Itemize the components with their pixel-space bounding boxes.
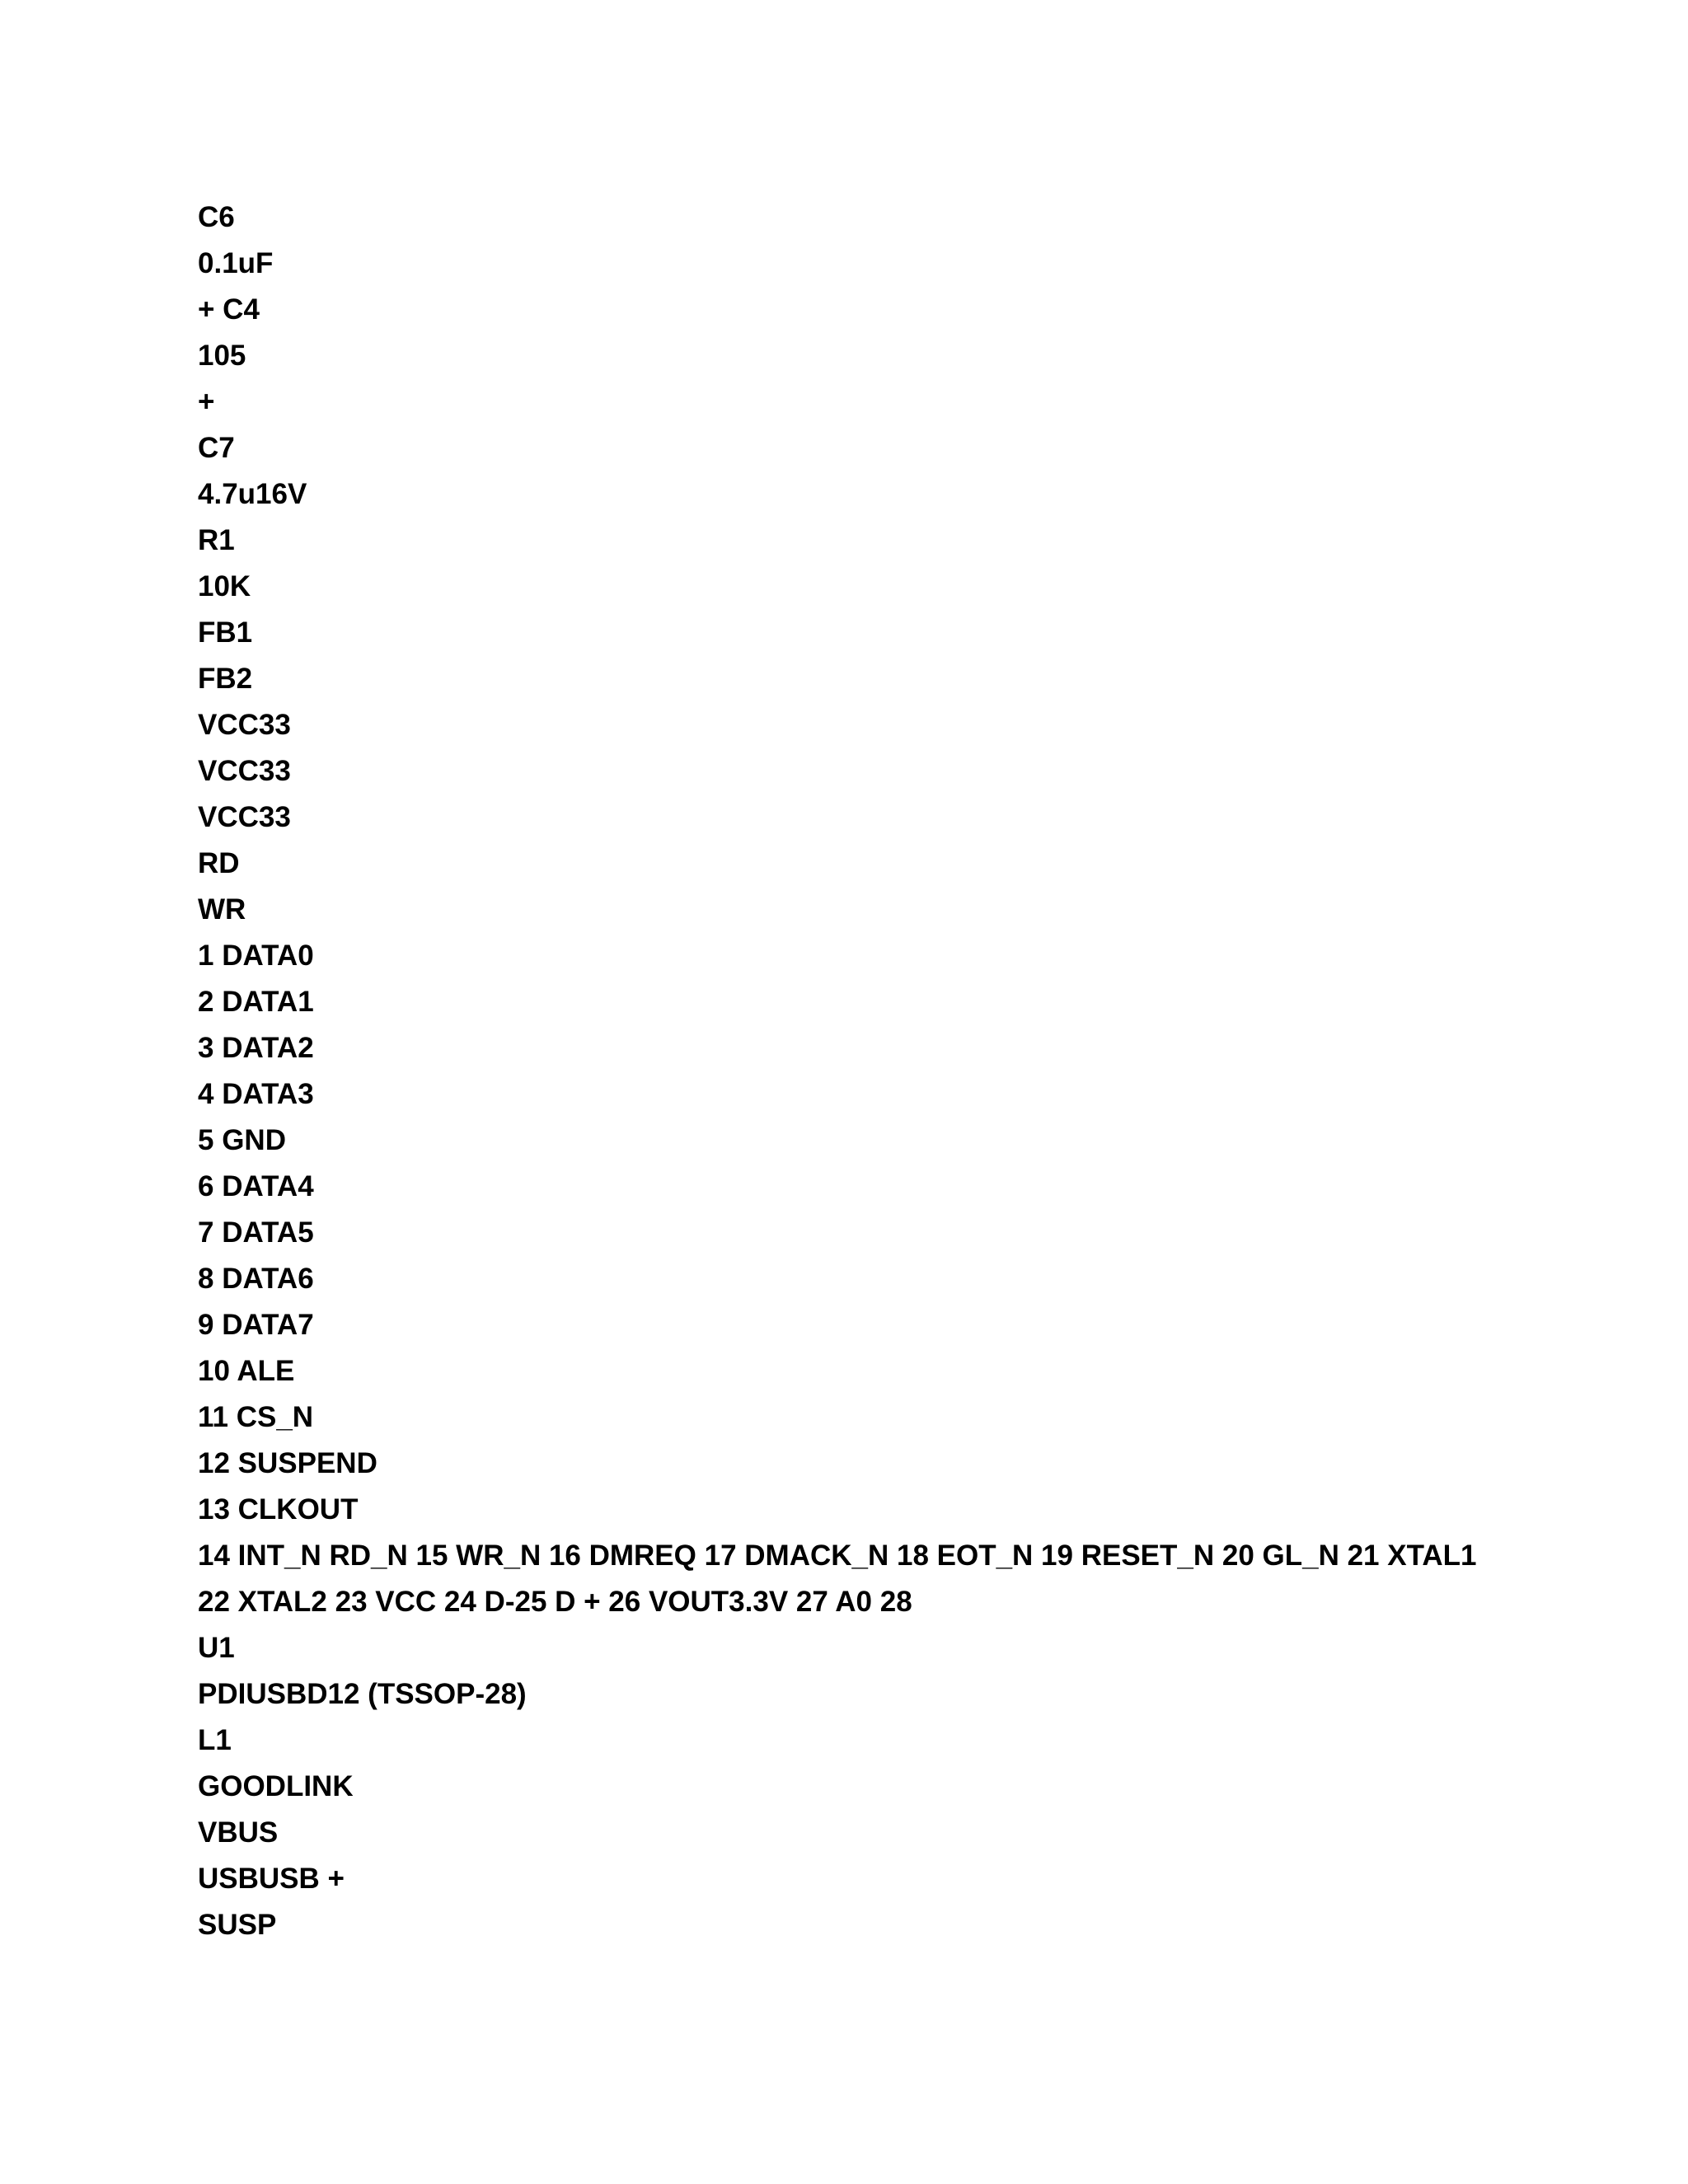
text-line: 105	[198, 340, 246, 372]
text-line: RD	[198, 847, 240, 879]
text-line: C6	[198, 201, 235, 233]
text-line: 4 DATA3	[198, 1078, 314, 1110]
text-line: 0.1uF	[198, 247, 274, 279]
text-line: 11 CS_N	[198, 1401, 314, 1433]
text-line: GOODLINK	[198, 1770, 354, 1802]
text-line: SUSP	[198, 1909, 277, 1941]
text-line: R1	[198, 524, 235, 556]
text-line: VCC33	[198, 755, 291, 787]
text-line: 5 GND	[198, 1124, 286, 1156]
text-line: 3 DATA2	[198, 1032, 314, 1064]
text-line: 4.7u16V	[198, 478, 307, 510]
text-line: + C4	[198, 293, 260, 326]
text-line: 22 XTAL2 23 VCC 24 D-25 D + 26 VOUT3.3V 27 A0 28	[198, 1586, 912, 1618]
schematic-label-list	[198, 194, 1599, 1948]
text-line: 13 CLKOUT	[198, 1493, 359, 1526]
text-line: L1	[198, 1724, 232, 1756]
text-line: 14 INT_N RD_N 15 WR_N 16 DMREQ 17 DMACK_N 18 EOT_N 19 RESET_N 20 GL_N 21 XTAL1	[198, 1540, 1477, 1572]
text-line: 6 DATA4	[198, 1170, 314, 1202]
text-line: C7	[198, 432, 235, 464]
text-line: 8 DATA6	[198, 1263, 314, 1295]
text-line: 12 SUSPEND	[198, 1447, 377, 1479]
text-line: USBUSB +	[198, 1863, 345, 1895]
text-line: WR	[198, 893, 246, 926]
text-line: PDIUSBD12 (TSSOP-28)	[198, 1678, 527, 1710]
text-line: 7 DATA5	[198, 1216, 314, 1249]
text-line: U1	[198, 1632, 235, 1664]
text-line: VCC33	[198, 801, 291, 833]
text-line: +	[198, 386, 215, 418]
text-line: VCC33	[198, 709, 291, 741]
text-line: 10K	[198, 570, 251, 602]
text-line: 10 ALE	[198, 1355, 295, 1387]
text-line: FB1	[198, 616, 253, 649]
text-line: 9 DATA7	[198, 1309, 314, 1341]
text-line: 2 DATA1	[198, 986, 314, 1018]
text-line: VBUS	[198, 1816, 279, 1849]
text-line: FB2	[198, 663, 253, 695]
text-line: 1 DATA0	[198, 940, 314, 972]
